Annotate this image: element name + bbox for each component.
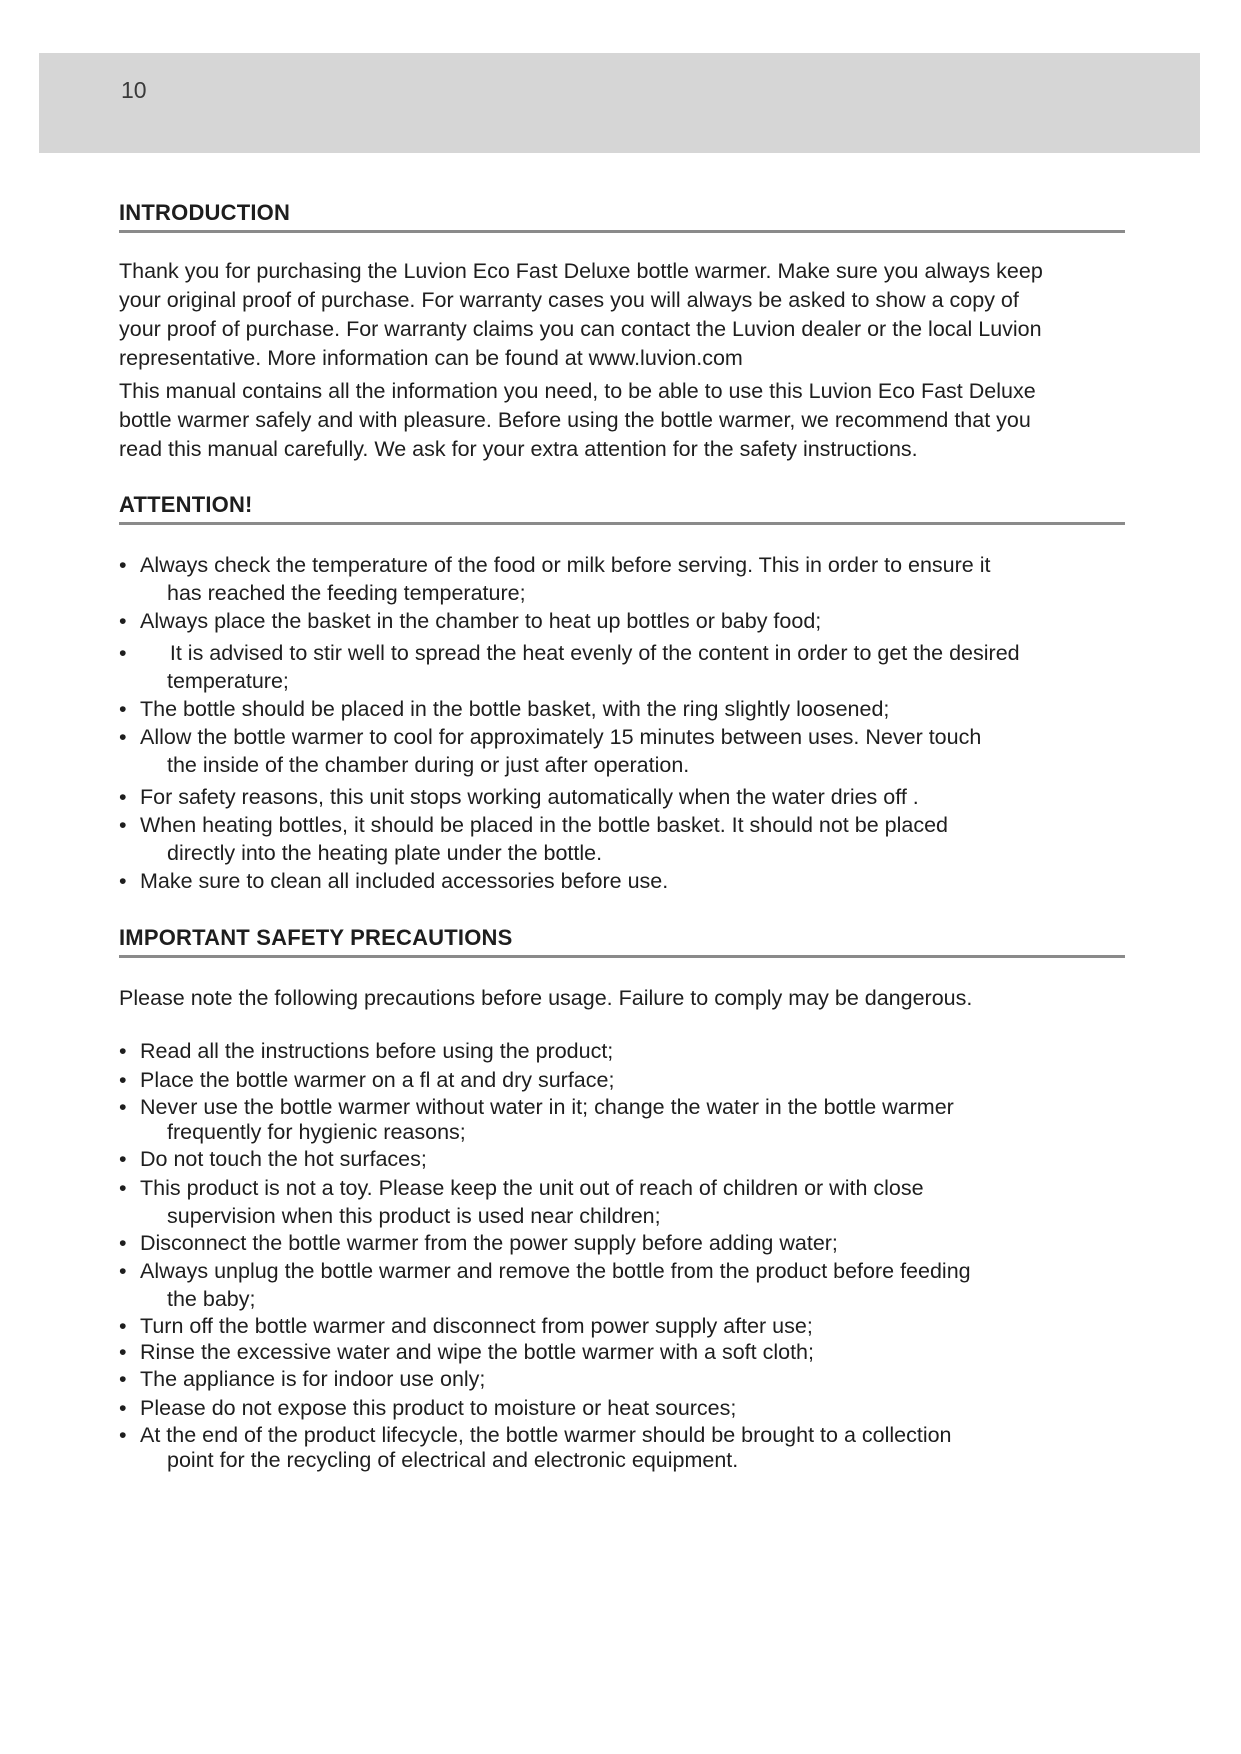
- introduction-paragraph-2: [119, 377, 1125, 464]
- precautions-heading: IMPORTANT SAFETY PRECAUTIONS: [119, 925, 1125, 958]
- list-item: • Do not touch the hot surfaces;: [119, 1145, 1125, 1174]
- precautions-list: [119, 1037, 1125, 1473]
- bullet-icon: •: [119, 1039, 127, 1063]
- bullet-icon: •: [119, 1147, 127, 1171]
- list-item: • It is advised to stir well to spread the heat evenly of the content in order to get the desired temperature;: [119, 641, 1020, 693]
- list-item: • Allow the bottle warmer to cool for approximately 15 minutes between uses. Never touch the inside of the chamber during or just after operation.: [119, 725, 982, 777]
- list-item: • Never use the bottle warmer without water in it; change the water in the bottle warmer frequently for hygienic reasons;: [119, 1095, 954, 1144]
- attention-list: [119, 551, 1125, 895]
- bullet-icon: •: [119, 725, 127, 749]
- text-line: bottle warmer safely and with pleasure. Before using the bottle warmer, we recommend that you: [119, 408, 1031, 432]
- text-line: your original proof of purchase. For warranty cases you will always be asked to show a copy of: [119, 288, 1019, 312]
- text-line: your proof of purchase. For warranty claims you can contact the Luvion dealer or the local Luvion: [119, 317, 1042, 341]
- bullet-icon: •: [119, 1176, 127, 1200]
- text-line: representative. More information can be found at www.luvion.com: [119, 346, 743, 370]
- bullet-icon: •: [119, 553, 127, 577]
- bullet-icon: •: [119, 1231, 127, 1255]
- list-item: • Place the bottle warmer on a fl at and dry surface;: [119, 1066, 1125, 1095]
- list-item: • Always place the basket in the chamber to heat up bottles or baby food;: [119, 609, 822, 633]
- bullet-icon: •: [119, 641, 127, 665]
- page-number: 10: [121, 77, 147, 103]
- attention-heading: ATTENTION!: [119, 492, 1125, 525]
- list-item: • Make sure to clean all included accessories before use.: [119, 869, 669, 893]
- list-item: • The appliance is for indoor use only;: [119, 1365, 1125, 1394]
- list-item: • Turn off the bottle warmer and disconnect from power supply after use;: [119, 1314, 813, 1338]
- text-line: This manual contains all the information you need, to be able to use this Luvion Eco Fast Deluxe: [119, 379, 1036, 403]
- list-item: • The bottle should be placed in the bottle basket, with the ring slightly loosened;: [119, 697, 890, 721]
- bullet-icon: •: [119, 785, 127, 809]
- bullet-icon: •: [119, 609, 127, 633]
- attention-section: [119, 492, 1125, 895]
- list-item: • Always unplug the bottle warmer and remove the bottle from the product before feeding the baby;: [119, 1259, 971, 1311]
- precautions-section: [119, 925, 1125, 1473]
- introduction-paragraph-1: [119, 257, 1125, 373]
- bullet-icon: •: [119, 813, 127, 837]
- bullet-icon: •: [119, 1423, 127, 1447]
- list-item: • At the end of the product lifecycle, the bottle warmer should be brought to a collection point for the recycling of electrical and electronic equipment.: [119, 1423, 952, 1472]
- bullet-icon: •: [119, 1367, 127, 1391]
- introduction-section: [119, 200, 1125, 464]
- list-item: • For safety reasons, this unit stops working automatically when the water dries off .: [119, 785, 919, 809]
- bullet-icon: •: [119, 1259, 127, 1283]
- list-item: • Please do not expose this product to moisture or heat sources;: [119, 1394, 1125, 1423]
- page-content: [119, 200, 1125, 1473]
- bullet-icon: •: [119, 1314, 127, 1338]
- text-line: read this manual carefully. We ask for your extra attention for the safety instructions.: [119, 437, 918, 461]
- bullet-icon: •: [119, 697, 127, 721]
- introduction-heading: INTRODUCTION: [119, 200, 1125, 233]
- bullet-icon: •: [119, 1396, 127, 1420]
- list-item: • Rinse the excessive water and wipe the bottle warmer with a soft cloth;: [119, 1340, 814, 1364]
- list-item: • When heating bottles, it should be placed in the bottle basket. It should not be placed directly into the heating plate under the bottle.: [119, 813, 948, 865]
- text-line: Thank you for purchasing the Luvion Eco Fast Deluxe bottle warmer. Make sure you always keep: [119, 259, 1043, 283]
- list-item: • Disconnect the bottle warmer from the power supply before adding water;: [119, 1231, 838, 1255]
- list-item: • Read all the instructions before using the product;: [119, 1037, 1125, 1066]
- bullet-icon: •: [119, 1068, 127, 1092]
- bullet-icon: •: [119, 869, 127, 893]
- bullet-icon: •: [119, 1095, 127, 1119]
- list-item: • This product is not a toy. Please keep the unit out of reach of children or with close supervision when this product is used near children;: [119, 1176, 924, 1228]
- header-band: [39, 53, 1200, 153]
- precautions-intro: Please note the following precautions before usage. Failure to comply may be dangerous.: [119, 986, 973, 1010]
- list-item: • Always check the temperature of the food or milk before serving. This in order to ensure it has reached the feeding temperature;: [119, 553, 991, 605]
- bullet-icon: •: [119, 1340, 127, 1364]
